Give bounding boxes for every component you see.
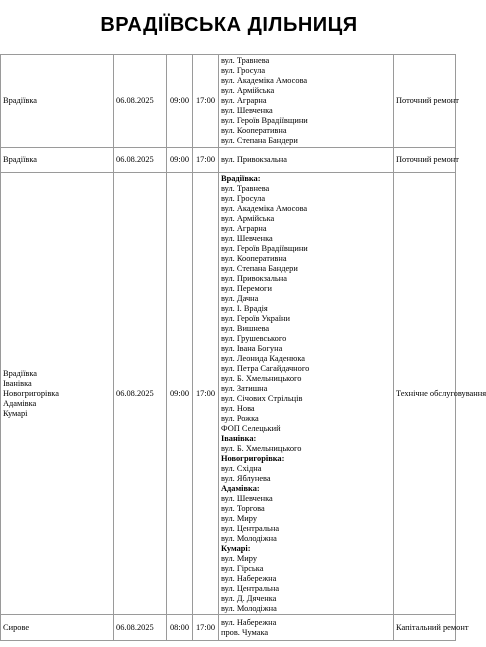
streets-cell xyxy=(219,615,394,641)
start-time-cell: 09:00 xyxy=(167,173,193,615)
street-item: вул. Армійська xyxy=(221,86,275,95)
street-item: вул. Академіка Амосова xyxy=(221,76,308,85)
start-time-cell: 08:00 xyxy=(167,615,193,641)
settlement-name: Адамівка xyxy=(3,398,37,408)
streets-cell xyxy=(219,55,394,148)
street-item: вул. Героїв України xyxy=(221,313,290,323)
street-item: вул. Степана Бандери xyxy=(221,263,298,273)
street-item: вул. Миру xyxy=(221,553,258,563)
end-time-cell: 17:00 xyxy=(193,148,219,173)
settlement-name: Кумарі xyxy=(3,408,28,418)
settlements-cell xyxy=(1,148,114,173)
street-item: вул. Перемоги xyxy=(221,283,272,293)
street-item: вул. Героїв Врадіївщини xyxy=(221,243,308,253)
end-time-cell: 17:00 xyxy=(193,173,219,615)
settlement-name: Врадіївка xyxy=(3,96,38,105)
street-item: пров. Чумака xyxy=(221,627,269,637)
street-item: вул. Аграрна xyxy=(221,96,267,105)
street-item: вул. Східна xyxy=(221,463,262,473)
street-item: вул. Вишнева xyxy=(221,323,270,333)
table-row xyxy=(1,148,456,173)
settlement-heading: Іванівка: xyxy=(221,433,257,443)
street-item: вул. Кооперативна xyxy=(221,253,287,263)
end-time-cell: 17:00 xyxy=(193,55,219,148)
table-row xyxy=(1,55,456,148)
settlement-name: Сирове xyxy=(3,622,30,632)
streets-cell xyxy=(219,173,394,615)
street-item: вул. Миру xyxy=(221,513,258,523)
settlement-name: Врадіївка xyxy=(3,368,38,378)
street-item: вул. Січових Стрільців xyxy=(221,393,303,403)
street-item: вул. Д. Дяченка xyxy=(221,593,277,603)
street-item: вул. Привокзальна xyxy=(221,155,287,164)
settlement-heading: Кумарі: xyxy=(221,543,251,553)
date-cell: 06.08.2025 xyxy=(114,148,167,173)
street-item: вул. Грушевського xyxy=(221,333,287,343)
street-item: вул. Травнева xyxy=(221,183,270,193)
work-type-cell: Поточний ремонт xyxy=(394,148,456,173)
start-time-cell: 09:00 xyxy=(167,148,193,173)
table-row xyxy=(1,173,456,615)
settlement-name: Іванівка xyxy=(3,378,32,388)
table-body xyxy=(1,55,486,641)
street-item: вул. Шевченка xyxy=(221,493,273,503)
street-item: вул. Петра Сагайдачного xyxy=(221,363,310,373)
street-item: вул. Шевченка xyxy=(221,106,273,115)
street-item: вул. Центральна xyxy=(221,583,280,593)
page-title: ВРАДІЇВСЬКА ДІЛЬНИЦЯ xyxy=(100,14,358,36)
date-cell: 06.08.2025 xyxy=(114,173,167,615)
street-item: вул. Торгова xyxy=(221,503,265,513)
street-item: вул. Яблунева xyxy=(221,473,271,483)
settlement-heading: Врадіївка: xyxy=(221,173,261,183)
street-item: вул. Центральна xyxy=(221,523,280,533)
settlement-name: Врадіївка xyxy=(3,155,38,164)
settlements-cell xyxy=(1,55,114,148)
street-item: вул. Аграрна xyxy=(221,223,267,233)
street-item: вул. Гросула xyxy=(221,66,266,75)
street-item: вул. Степана Бандери xyxy=(221,136,298,145)
work-type-cell: Технічне обслуговування xyxy=(394,173,456,615)
work-type-cell: Капітальний ремонт xyxy=(394,615,456,641)
settlements-cell xyxy=(1,173,114,615)
streets-cell xyxy=(219,148,394,173)
date-cell: 06.08.2025 xyxy=(114,55,167,148)
street-item: ФОП Селецький xyxy=(221,423,281,433)
street-item: вул. Б. Хмельницького xyxy=(221,443,302,453)
settlements-cell xyxy=(1,615,114,641)
work-type-cell: Поточний ремонт xyxy=(394,55,456,148)
street-item: вул. Дачна xyxy=(221,293,259,303)
settlement-heading: Адамівка: xyxy=(221,483,260,493)
street-item: вул. Шевченка xyxy=(221,233,273,243)
street-item: вул. Кооперативна xyxy=(221,126,287,135)
street-item: вул. Б. Хмельницького xyxy=(221,373,302,383)
street-item: вул. Івана Богуна xyxy=(221,343,283,353)
street-item: вул. Молодіжна xyxy=(221,603,277,613)
settlement-heading: Новогригорівка: xyxy=(221,453,285,463)
street-item: вул. Затишна xyxy=(221,383,268,393)
street-item: вул. Молодіжна xyxy=(221,533,277,543)
street-item: вул. Травнева xyxy=(221,56,270,65)
street-item: вул. Нова xyxy=(221,403,255,413)
date-cell: 06.08.2025 xyxy=(114,615,167,641)
street-item: вул. Гросула xyxy=(221,193,266,203)
street-item: вул. І. Врадія xyxy=(221,303,268,313)
street-item: вул. Набережна xyxy=(221,573,277,583)
street-item: вул. Армійська xyxy=(221,213,275,223)
end-time-cell: 17:00 xyxy=(193,615,219,641)
table-row xyxy=(1,615,456,641)
street-item: вул. Набережна xyxy=(221,617,277,627)
settlement-name: Новогригорівка xyxy=(3,388,59,398)
street-item: вул. Героїв Врадіївщини xyxy=(221,116,308,125)
street-item: вул. Гірська xyxy=(221,563,264,573)
outage-schedule-table xyxy=(0,54,486,641)
street-item: вул. Академіка Амосова xyxy=(221,203,308,213)
street-item: вул. Леонида Каденюка xyxy=(221,353,305,363)
start-time-cell: 09:00 xyxy=(167,55,193,148)
street-item: вул. Привокзальна xyxy=(221,273,287,283)
street-item: вул. Рожка xyxy=(221,413,259,423)
